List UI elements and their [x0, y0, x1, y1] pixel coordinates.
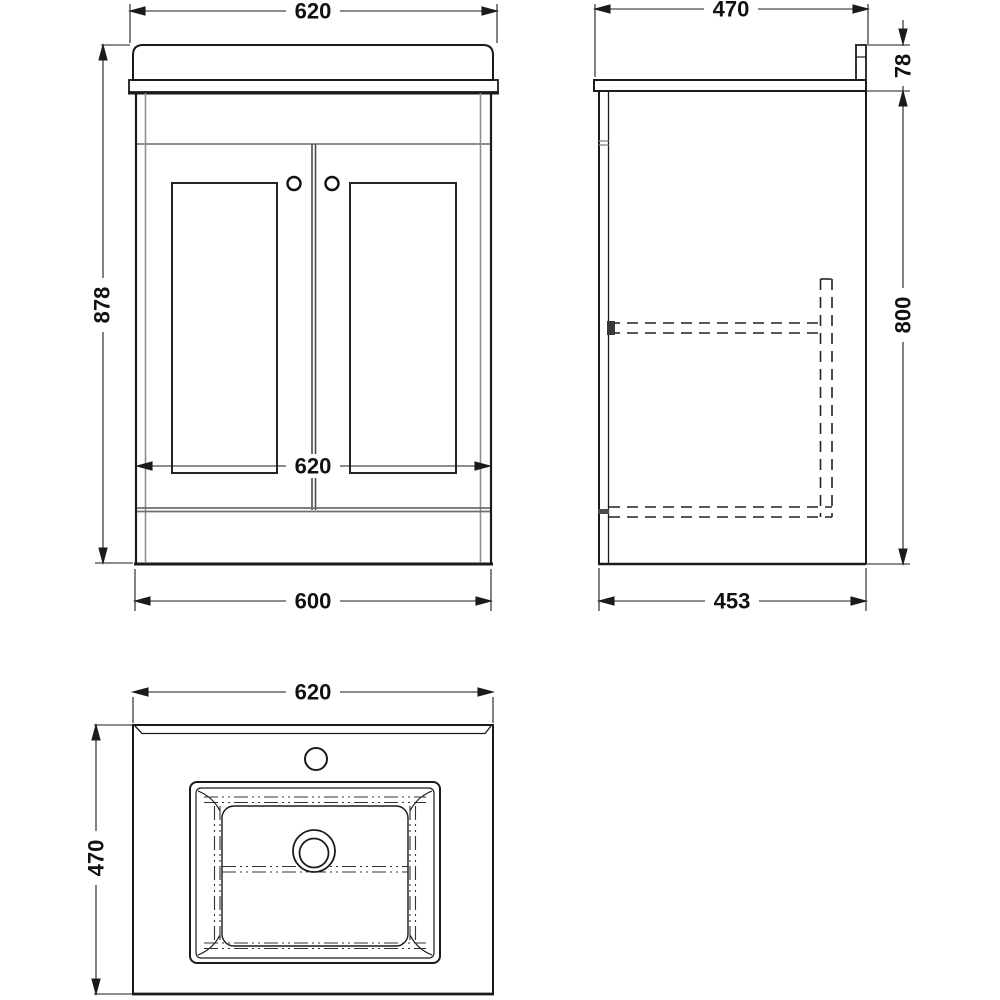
- plan-width-arrow-left: [133, 688, 148, 696]
- plan-width-label: 620: [294, 679, 332, 705]
- basin-corner-blend-tl: [198, 791, 220, 811]
- front-left-door-panel: [172, 183, 277, 473]
- front-left-door-knob: [288, 177, 301, 190]
- side-top-arrow-left: [595, 5, 610, 13]
- front-right-door-knob: [326, 177, 339, 190]
- basin-corner-blend-tr: [410, 791, 432, 811]
- front-top-arrow-right: [482, 7, 497, 15]
- plan-width-arrow-right: [478, 688, 493, 696]
- front-top-arrow-left: [130, 7, 145, 15]
- plan-depth-arrow-bottom: [92, 979, 100, 994]
- plan-depth-arrow-top: [92, 725, 100, 740]
- basin-corner-blend-bl: [198, 935, 220, 955]
- front-internal-width-dim: [286, 454, 340, 479]
- front-base-arrow-right: [476, 597, 491, 605]
- side-door-bottom-cap: [598, 509, 609, 514]
- side-base-arrow-left: [599, 597, 614, 605]
- front-cabinet-width-label: 600: [294, 588, 332, 614]
- drain-inner-ring: [300, 839, 329, 868]
- side-base-depth-label: 453: [713, 588, 751, 614]
- front-worktop-width-label: 620: [294, 0, 332, 24]
- front-base-arrow-left: [135, 597, 150, 605]
- side-upstand-arrow-down: [899, 29, 907, 44]
- front-cabinet-width-dim: [286, 589, 340, 614]
- side-top-arrow-right: [853, 5, 868, 13]
- front-worktop-edge-band: [129, 80, 498, 92]
- front-overall-height-dim: [90, 278, 115, 332]
- side-cabinet-height-dim: [891, 288, 916, 342]
- plan-back-lip: [135, 726, 491, 734]
- plan-width-dim-label-group: [286, 680, 340, 705]
- basin-corner-blend-br: [410, 935, 432, 955]
- front-worktop-width-dim: [286, 0, 340, 24]
- side-cabinet-height-label: 800: [890, 296, 916, 334]
- side-worktop-depth-dim: [704, 0, 758, 22]
- side-upstand-height-label: 78: [890, 53, 916, 79]
- front-worktop-slab: [133, 45, 493, 80]
- front-internal-arrow-right: [475, 462, 490, 470]
- plan-depth-dim-label-group: [84, 831, 109, 885]
- basin-bowl-bottom: [222, 806, 408, 946]
- side-view: [594, 45, 866, 564]
- front-view: [128, 45, 499, 564]
- side-worktop-slab: [594, 80, 866, 91]
- plan-depth-label: 470: [83, 839, 109, 877]
- front-dimensions: [95, 4, 497, 611]
- front-internal-arrow-left: [137, 462, 152, 470]
- side-base-arrow-right: [851, 597, 866, 605]
- side-upstand-height-dim: [891, 46, 916, 86]
- plan-tap-hole: [305, 748, 327, 770]
- side-height-arrow-bottom: [899, 549, 907, 564]
- front-internal-width-label: 620: [294, 453, 332, 479]
- front-height-arrow-top: [99, 45, 107, 60]
- side-hidden-shelf: [609, 279, 832, 517]
- side-shelf-front-cap: [607, 321, 615, 335]
- front-right-door-panel: [350, 183, 456, 473]
- plan-view: [132, 725, 494, 994]
- side-dimensions: [595, 4, 910, 611]
- side-worktop-depth-label: 470: [712, 0, 750, 22]
- front-height-arrow-bottom: [99, 548, 107, 563]
- front-overall-height-label: 878: [89, 286, 115, 324]
- side-base-depth-dim: [705, 589, 759, 614]
- basin-inner-rim: [196, 788, 434, 958]
- side-upstand: [856, 45, 866, 80]
